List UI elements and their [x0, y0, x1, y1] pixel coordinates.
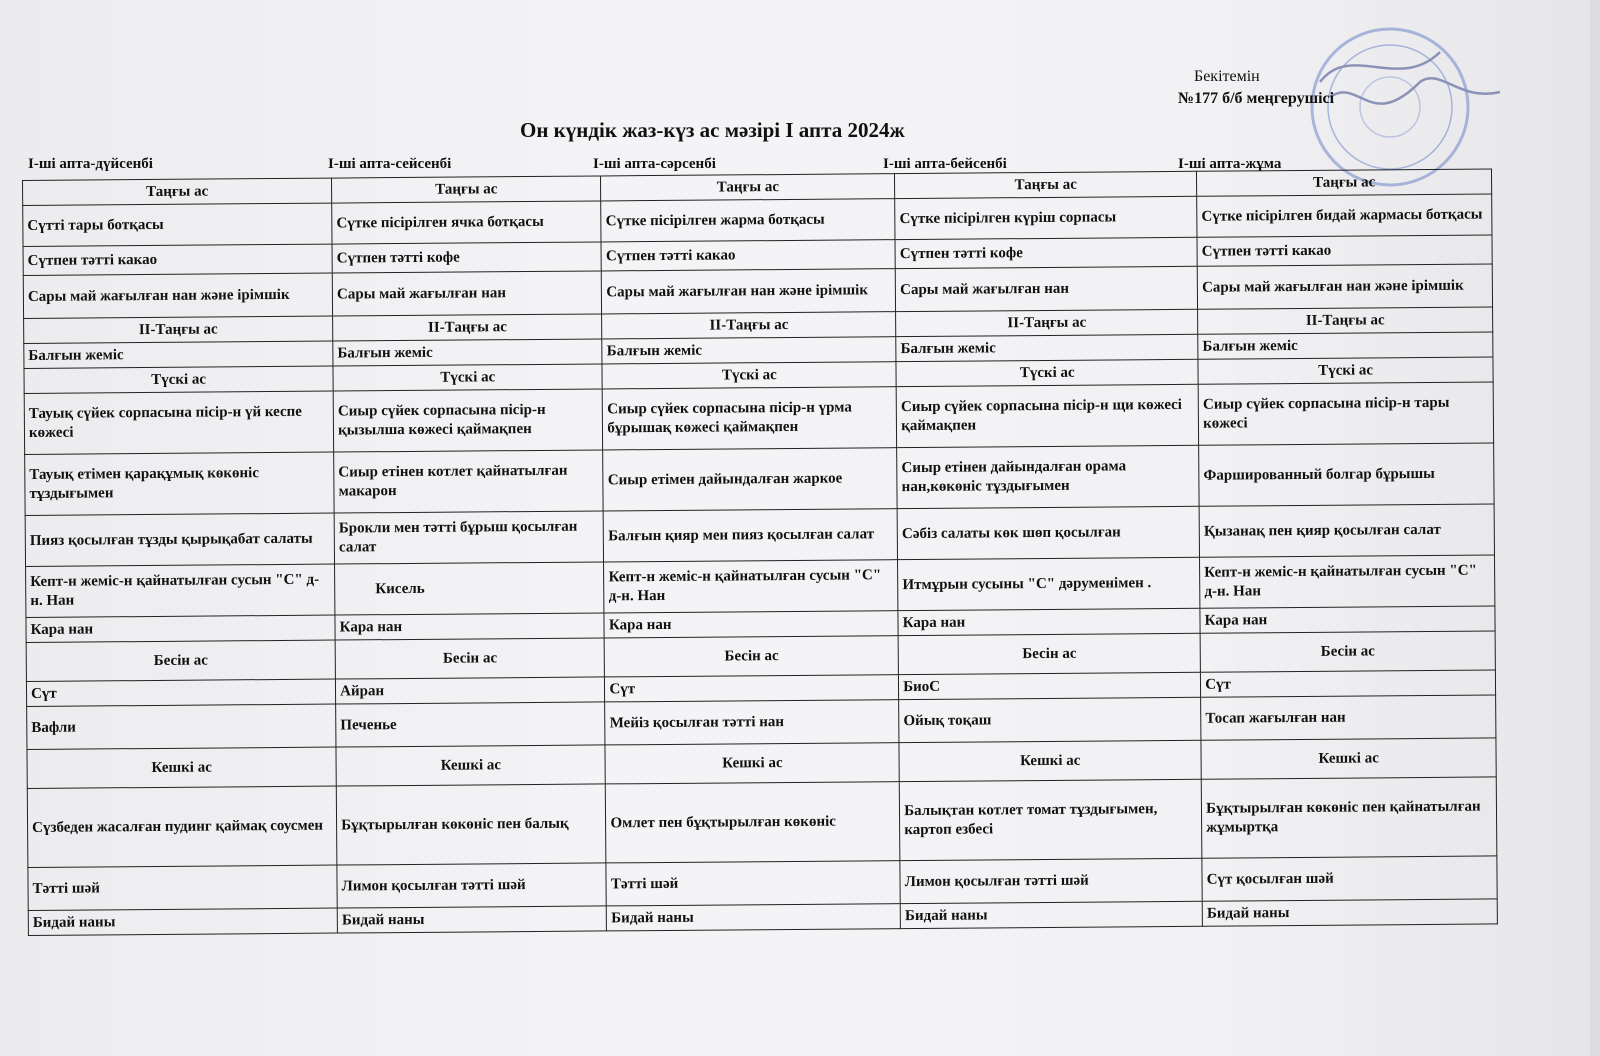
- menu-cell: Сиыр сүйек сорпасына пісір-н тары көжесі: [1198, 382, 1493, 445]
- menu-cell: Брокли мен тәтті бұрыш қосылған салат: [334, 511, 604, 564]
- menu-cell: Сәбіз салаты көк шөп қосылған: [897, 506, 1199, 559]
- menu-cell: Кисель: [335, 562, 605, 615]
- menu-cell: Омлет пен бұқтырылған көкөніс: [606, 782, 900, 863]
- menu-cell: Лимон қосылған тәтті шәй: [900, 858, 1202, 903]
- menu-table-wrapper: [22, 168, 1498, 980]
- menu-cell: Сары май жағылған нан және ірімшік: [1197, 264, 1492, 309]
- table-row: [24, 382, 1493, 455]
- menu-cell: Сиыр етінен дайындалған орама нан,көкөніс тұздығымен: [897, 445, 1199, 508]
- menu-cell: Кара нан: [898, 608, 1200, 635]
- section-header: Кешкі ас: [1201, 738, 1496, 779]
- menu-cell: Бидай наны: [900, 901, 1202, 928]
- section-header: Кешкі ас: [605, 743, 899, 784]
- menu-cell: Сиыр етімен дайындалған жаркое: [603, 448, 897, 511]
- menu-cell: Сүтпен тәтті какао: [23, 244, 332, 275]
- menu-cell: Бидай наны: [28, 908, 337, 935]
- menu-cell: Сүтпен тәтті какао: [1197, 235, 1492, 266]
- menu-cell: Бидай наны: [1202, 899, 1497, 926]
- menu-cell: Тауық етімен қарақұмық көкөніс тұздығымен: [25, 452, 335, 515]
- menu-cell: Тәтті шәй: [606, 861, 900, 906]
- menu-cell: Сүт: [1201, 670, 1496, 697]
- day-monday: І-ші апта-дүйсенбі: [28, 156, 153, 172]
- section-header: Таңғы ас: [895, 171, 1197, 198]
- menu-cell: Сары май жағылған нан: [332, 271, 602, 316]
- approval-block: [1178, 66, 1438, 110]
- section-header: Бесін ас: [605, 636, 899, 677]
- menu-cell: Сары май жағылған нан: [895, 266, 1197, 311]
- menu-cell: Фаршированный болгар бұрышы: [1199, 443, 1494, 506]
- section-header: Таңғы ас: [23, 178, 332, 205]
- menu-cell: Балғын жеміс: [24, 341, 333, 368]
- menu-cell: Айран: [336, 677, 606, 704]
- section-header: Бесін ас: [335, 638, 605, 679]
- section-header: Кешкі ас: [899, 740, 1201, 781]
- menu-cell: Кара нан: [335, 613, 605, 640]
- menu-cell: Сиыр сүйек сорпасына пісір-н щи көжесі қаймақпен: [896, 384, 1198, 447]
- section-header: Кешкі ас: [336, 745, 606, 786]
- menu-cell: Сары май жағылған нан және ірімшік: [23, 273, 332, 318]
- menu-cell: Сүт: [605, 675, 899, 702]
- section-header: ІІ-Таңғы ас: [333, 314, 603, 341]
- menu-cell: Сары май жағылған нан және ірімшік: [602, 269, 896, 314]
- menu-cell: Кепт-н жеміс-н қайнатылған сусын "С" д-н. Нан: [26, 564, 335, 617]
- section-header: Түскі ас: [602, 362, 896, 389]
- section-header: Таңғы ас: [601, 174, 895, 201]
- menu-cell: Сүзбеден жасалған пудинг қаймақ соусмен: [27, 786, 337, 867]
- menu-cell: Кара нан: [604, 611, 898, 638]
- menu-cell: Бидай наны: [337, 906, 607, 933]
- menu-cell: Лимон қосылған тәтті шәй: [337, 863, 607, 908]
- table-row: [27, 777, 1497, 868]
- menu-cell: Пияз қосылған тұзды қырықабат салаты: [25, 513, 334, 566]
- section-header: Бесін ас: [1200, 631, 1495, 672]
- approve-label: Бекітемін: [1194, 68, 1260, 85]
- menu-cell: Сүтке пісірілген ячка ботқасы: [332, 201, 602, 244]
- menu-cell: Балғын жеміс: [333, 339, 603, 366]
- section-header: ІІ-Таңғы ас: [1198, 307, 1493, 334]
- section-header: Түскі ас: [333, 364, 603, 391]
- menu-cell: Қызанақ пен қияр қосылған салат: [1199, 504, 1494, 557]
- menu-cell: Тосап жағылған нан: [1201, 695, 1496, 740]
- section-header: Бесін ас: [898, 633, 1200, 674]
- menu-cell: Вафли: [27, 704, 336, 749]
- menu-cell: Сүтпен тәтті какао: [601, 240, 895, 271]
- section-header: Бесін ас: [26, 640, 335, 681]
- menu-cell: Итмұрын сусыны "С" дәруменімен .: [898, 557, 1200, 610]
- section-header: ІІ-Таңғы ас: [24, 316, 333, 343]
- menu-cell: Бидай наны: [607, 904, 901, 931]
- menu-cell: Ойық тоқаш: [899, 697, 1201, 742]
- menu-cell: Сүтпен тәтті кофе: [895, 237, 1197, 268]
- day-thursday: І-ші апта-бейсенбі: [883, 156, 1007, 172]
- menu-cell: Сүтті тары ботқасы: [23, 203, 332, 246]
- section-header: Түскі ас: [24, 366, 333, 393]
- menu-cell: Балғын жеміс: [896, 334, 1198, 361]
- approver-title: №177 б/б меңгерушісі: [1178, 90, 1335, 107]
- day-friday: І-ші апта-жұма: [1178, 156, 1282, 172]
- menu-cell: Сүт қосылған шәй: [1202, 856, 1497, 901]
- table-row: [25, 443, 1494, 516]
- menu-cell: Тәтті шәй: [28, 865, 337, 910]
- section-header: ІІ-Таңғы ас: [602, 312, 896, 339]
- section-header: ІІ-Таңғы ас: [896, 309, 1198, 336]
- menu-cell: Мейіз қосылған тәтті нан: [605, 700, 899, 745]
- menu-cell: Сиыр етінен котлет қайнатылған макарон: [334, 450, 604, 513]
- menu-cell: Сүт: [26, 679, 335, 706]
- menu-cell: Сүтке пісірілген бидай жармасы ботқасы: [1197, 194, 1492, 237]
- menu-cell: Сүтпен тәтті кофе: [332, 242, 602, 273]
- menu-cell: Бұқтырылған көкөніс пен қайнатылған жұмыртқа: [1201, 777, 1496, 858]
- day-wednesday: І-ші апта-сәрсенбі: [593, 156, 716, 172]
- section-header: Түскі ас: [896, 359, 1198, 386]
- section-header: Таңғы ас: [332, 176, 602, 203]
- menu-cell: Балықтан котлет томат тұздығымен, картоп езбесі: [899, 779, 1202, 860]
- menu-cell: Тауық сүйек сорпасына пісір-н үй кеспе көжесі: [24, 391, 334, 454]
- menu-cell: Кепт-н жеміс-н қайнатылған сусын "С" д-н. Нан: [604, 560, 898, 613]
- menu-cell: Бұқтырылған көкөніс пен балық: [336, 784, 606, 865]
- day-tuesday: І-ші апта-сейсенбі: [328, 156, 452, 172]
- section-header: Түскі ас: [1198, 357, 1493, 384]
- menu-cell: Балғын жеміс: [602, 337, 896, 364]
- menu-cell: Сиыр сүйек сорпасына пісір-н үрма бұрышақ көжесі қаймақпен: [603, 387, 897, 450]
- section-header: Таңғы ас: [1197, 169, 1492, 196]
- menu-cell: Балғын жеміс: [1198, 332, 1493, 359]
- menu-cell: Сүтке пісірілген күріш сорпасы: [895, 196, 1197, 239]
- menu-cell: Сүтке пісірілген жарма ботқасы: [601, 199, 895, 242]
- section-header: Кешкі ас: [27, 747, 336, 788]
- menu-cell: БиоС: [899, 672, 1201, 699]
- menu-cell: Кара нан: [1200, 606, 1495, 633]
- menu-cell: Кепт-н жеміс-н қайнатылған сусын "С" д-н. Нан: [1200, 555, 1495, 608]
- menu-cell: Балғын қияр мен пияз қосылған салат: [604, 509, 898, 562]
- menu-cell: Печенье: [336, 702, 606, 747]
- menu-cell: Сиыр сүйек сорпасына пісір-н қызылша көжесі қаймақпен: [333, 389, 603, 452]
- page-title: Он күндік жаз-күз ас мәзірі I апта 2024ж: [520, 118, 905, 142]
- menu-table: [22, 168, 1498, 936]
- menu-cell: Кара нан: [26, 615, 335, 642]
